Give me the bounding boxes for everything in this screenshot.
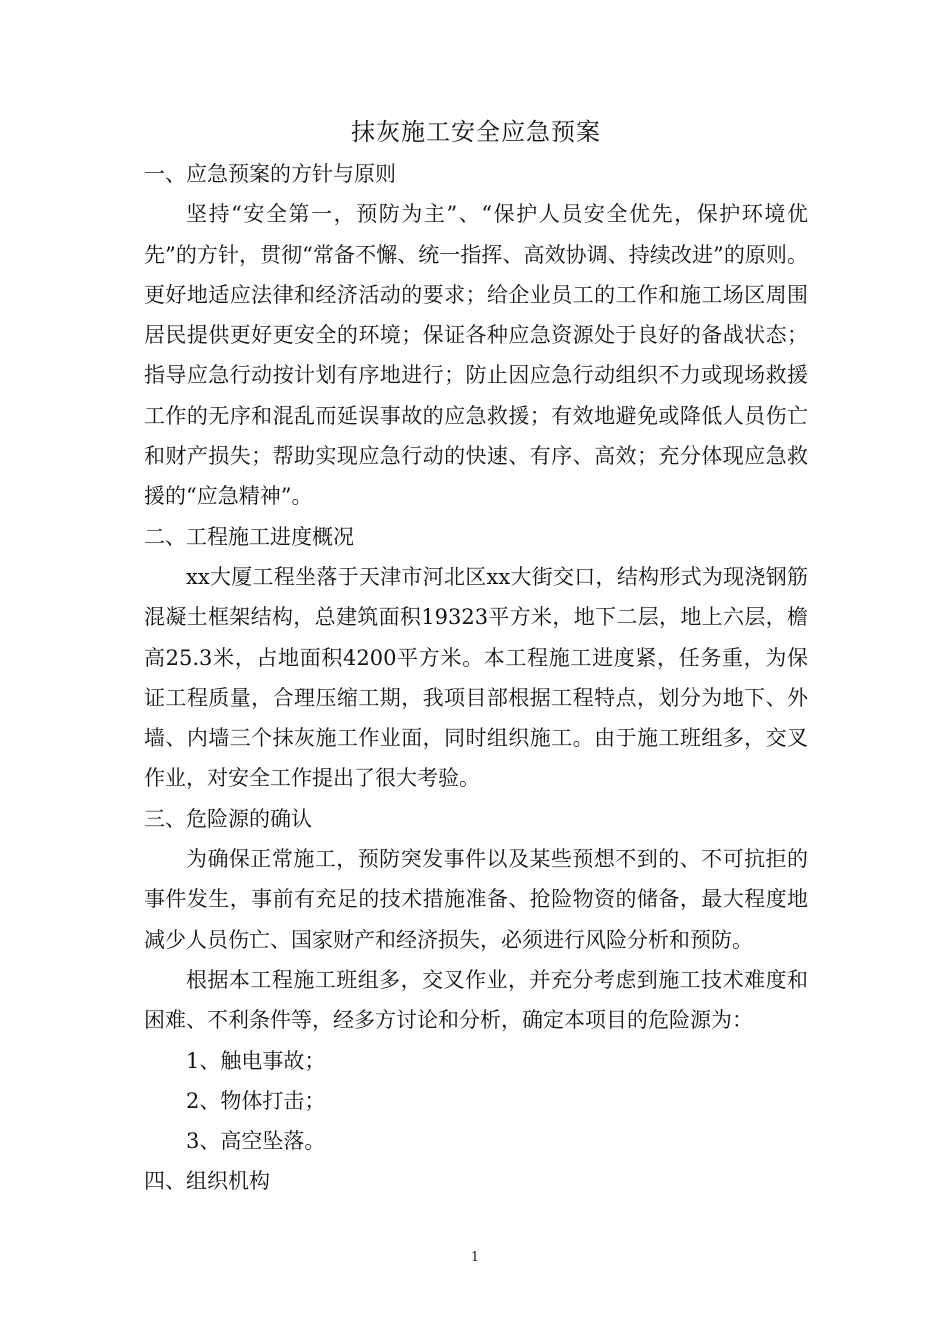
hazard-list-item-2: 2、物体打击；: [186, 1088, 326, 1113]
section-heading-4: 四、组织机构: [144, 1169, 270, 1194]
section-heading-1: 一、应急预案的方针与原则: [144, 162, 396, 186]
section-heading-3: 三、危险源的确认: [144, 806, 312, 831]
document-body: [144, 110, 808, 1202]
document-title: 抹灰施工安全应急预案: [351, 118, 601, 146]
section-2-paragraph-1: xx大厦工程坐落于天津市河北区xx大街交口，结构形式为现浇钢筋混凝土框架结构，总建筑面积19323平方米，地下二层，地上六层，檐高25.3米，占地面积4200平方米。本工程施工进度紧，任务重，为保证工程质量，合理压缩工期，我项目部根据工程特点，划分为地下、外墙、内墙三个抹灰施工作业面，同时组织施工。由于施工班组多，交叉作业，对安全工作提出了很大考验。: [144, 564, 808, 791]
hazard-list-item-3: 3、高空坠落。: [186, 1129, 326, 1154]
section-heading-2: 二、工程施工进度概况: [144, 524, 354, 549]
page-number: 1: [470, 1250, 480, 1265]
section-1-paragraph-1: 坚持“安全第一，预防为主”、“保护人员安全优先，保护环境优先”的方针，贯彻“常备不懈、统一指挥、高效协调、持续改进”的原则。更好地适应法律和经济活动的要求；给企业员工的工作和施工场区周围居民提供更好更安全的环境；保证各种应急资源处于良好的备战状态；指导应急行动按计划有序地进行；防止因应急行动组织不力或现场救援工作的无序和混乱而延误事故的应急救援；有效地避免或降低人员伤亡和财产损失；帮助实现应急行动的快速、有序、高效；充分体现应急救援的“应急精神”。: [144, 202, 808, 509]
section-3-paragraph-1: 为确保正常施工，预防突发事件以及某些预想不到的、不可抗拒的事件发生，事前有充足的技术措施准备、抢险物资的储备，最大程度地减少人员伤亡、国家财产和经济损失，必须进行风险分析和预防。: [144, 847, 808, 952]
section-3-paragraph-2: 根据本工程施工班组多，交叉作业，并充分考虑到施工技术难度和困难、不利条件等，经多方讨论和分析，确定本项目的危险源为：: [144, 967, 808, 1033]
hazard-list-item-1: 1、触电事故；: [186, 1048, 326, 1073]
